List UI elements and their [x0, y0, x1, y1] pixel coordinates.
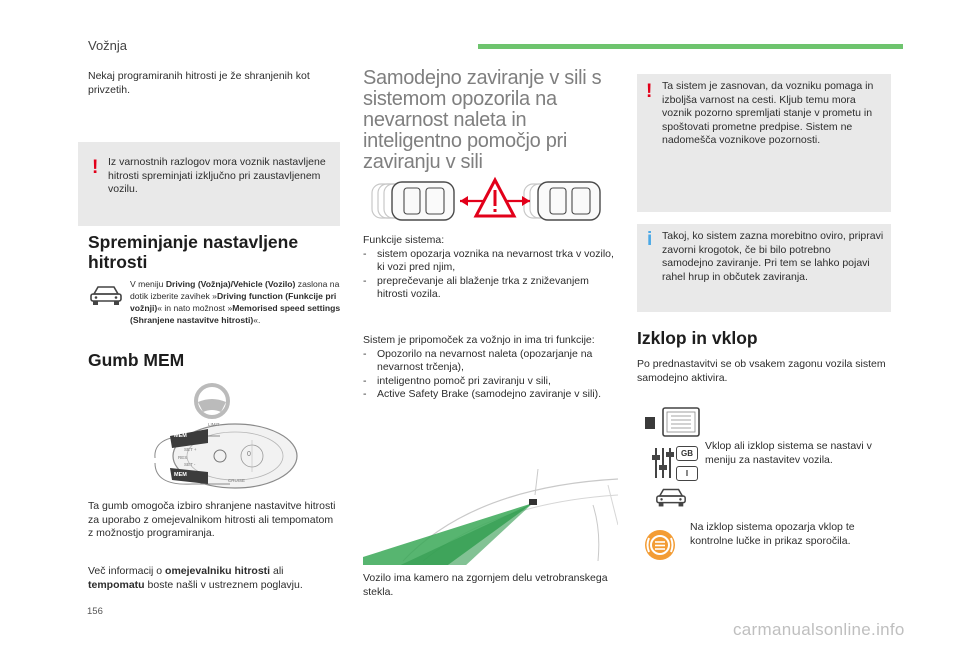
system-functions: Funkcije sistema: - sistem opozarja voznika na nevarnost trka v vozilo, ki vozi pred njim, - preprečevanje ali blaženje trka z zniževanjem hitrosti vozila. — [363, 234, 618, 302]
default-activation-text: Po prednastavitvi se ob vsakem zagonu vozila sistem samodejno aktivira. — [637, 358, 886, 384]
language-badge-gb: GB — [676, 446, 698, 461]
page-number: 156 — [87, 606, 103, 617]
vehicle-settings-icon — [654, 486, 688, 508]
cruise-label: CRUISE — [228, 478, 246, 483]
menu-toggle-text: Vklop ali izklop sistema se nastavi v meniju za nastavitev vozila. — [705, 440, 872, 466]
cruise-stalk-illustration — [150, 418, 300, 493]
info-icon: i — [647, 229, 653, 250]
zero-label: 0 — [247, 451, 251, 458]
mem-label-top: MEM — [174, 433, 187, 439]
menu-instruction: V meniju Driving (Vožnja)/Vehicle (Vozilo) zaslona na dotik izberite zavihek »Driving function (Funkcije pri vožnji)« in nato možnost »Memorised speed settings (Shranjene nastavitve hitrosti)«. — [130, 279, 341, 325]
warning-icon: ! — [92, 157, 99, 178]
mem-label-bottom: MEM — [174, 472, 187, 478]
mem-description: Ta gumb omogoča izbiro shranjene nastavitve hitrosti za uporabo z omejevalnikom hitrosti ali tempomatom z možnostjo programiranja. — [88, 500, 336, 540]
warning-icon: ! — [646, 81, 653, 102]
watermark: carmanualsonline.info — [733, 620, 905, 639]
warning-panel-2 — [637, 74, 891, 212]
aeb-warning-lamp-icon — [643, 528, 677, 562]
collision-warning-illustration — [368, 176, 613, 226]
warning-text-1: Iz varnostnih razlogov mora voznik nastavljene hitrosti spreminjati izključno pri zaustavljenem vozilu. — [108, 156, 326, 196]
info-text: Takoj, ko sistem zazna morebitno oviro, pripravi zavorni krogotok, če bi bilo potrebno samodejno zaviranje. Pri tem se lahko pojavi rahel hrup in občutek zaviranja. — [662, 230, 884, 283]
set-plus-label: SET + — [184, 447, 197, 452]
section-title-speed: Spreminjanje nastavljene hitrosti — [88, 232, 299, 272]
aid-item: - Active Safety Brake (samodejno zaviranje v sili). — [363, 388, 618, 402]
more-info-text: Več informacij o omejevalniku hitrosti ali tempomatu boste našli v ustreznem poglavju. — [88, 565, 303, 591]
system-aid-functions: Sistem je pripomoček za vožnjo in ima tri funkcije: - Opozorilo na nevarnost naleta (opozarjanje na nevarnost trčenja), - inteligentno pomoč pri zaviranju v sili, - Active Safety Brake (samodejno zaviranje v sili). — [363, 334, 618, 402]
aid-item: - Opozorilo na nevarnost naleta (opozarjanje na nevarnost trčenja), — [363, 348, 618, 375]
intro-text: Nekaj programiranih hitrosti je že shranjenih kot privzetih. — [88, 70, 310, 96]
language-badge-i: I — [676, 466, 698, 481]
warning-text-2: Ta sistem je zasnovan, da vozniku pomaga in izboljša varnost na cesti. Kljub temu mora voznik pozorno spremljati stanje v prometu in spoštovati prometne predpise. Sistem ne nadomešča voznikove pozornosti. — [662, 80, 874, 147]
warning-panel-1 — [78, 142, 340, 226]
lamp-text: Na izklop sistema opozarja vklop te kontrolne lučke in prikaz sporočila. — [690, 521, 855, 547]
set-minus-label: SET - — [184, 462, 196, 467]
function-item: - sistem opozarja voznika na nevarnost trka v vozilo, ki vozi pred njim, — [363, 248, 618, 275]
aid-item: - inteligentno pomoč pri zaviranju v sili, — [363, 375, 618, 389]
limit-label: LIMIT — [208, 422, 220, 427]
aeb-title: Samodejno zaviranje v sili s sistemom opozorila na nevarnost naleta in inteligentno pomočjo pri zaviranju v sili — [363, 67, 602, 173]
touchscreen-icon — [645, 406, 701, 438]
camera-note: Vozilo ima kamero na zgornjem delu vetrobranskega stekla. — [363, 572, 608, 598]
section-title-toggle: Izklop in vklop — [637, 328, 758, 348]
settings-sliders-icon — [651, 446, 675, 480]
function-item: - preprečevanje ali blaženje trka z zniževanjem hitrosti vozila. — [363, 275, 618, 302]
info-panel — [637, 224, 891, 312]
steering-wheel-icon — [193, 382, 231, 420]
car-icon — [88, 284, 124, 306]
res-label: RES — [178, 455, 188, 460]
section-title-mem: Gumb MEM — [88, 350, 185, 370]
header-accent-bar — [478, 44, 903, 49]
section-header: Vožnja — [88, 38, 128, 53]
windshield-camera-illustration — [363, 465, 618, 565]
